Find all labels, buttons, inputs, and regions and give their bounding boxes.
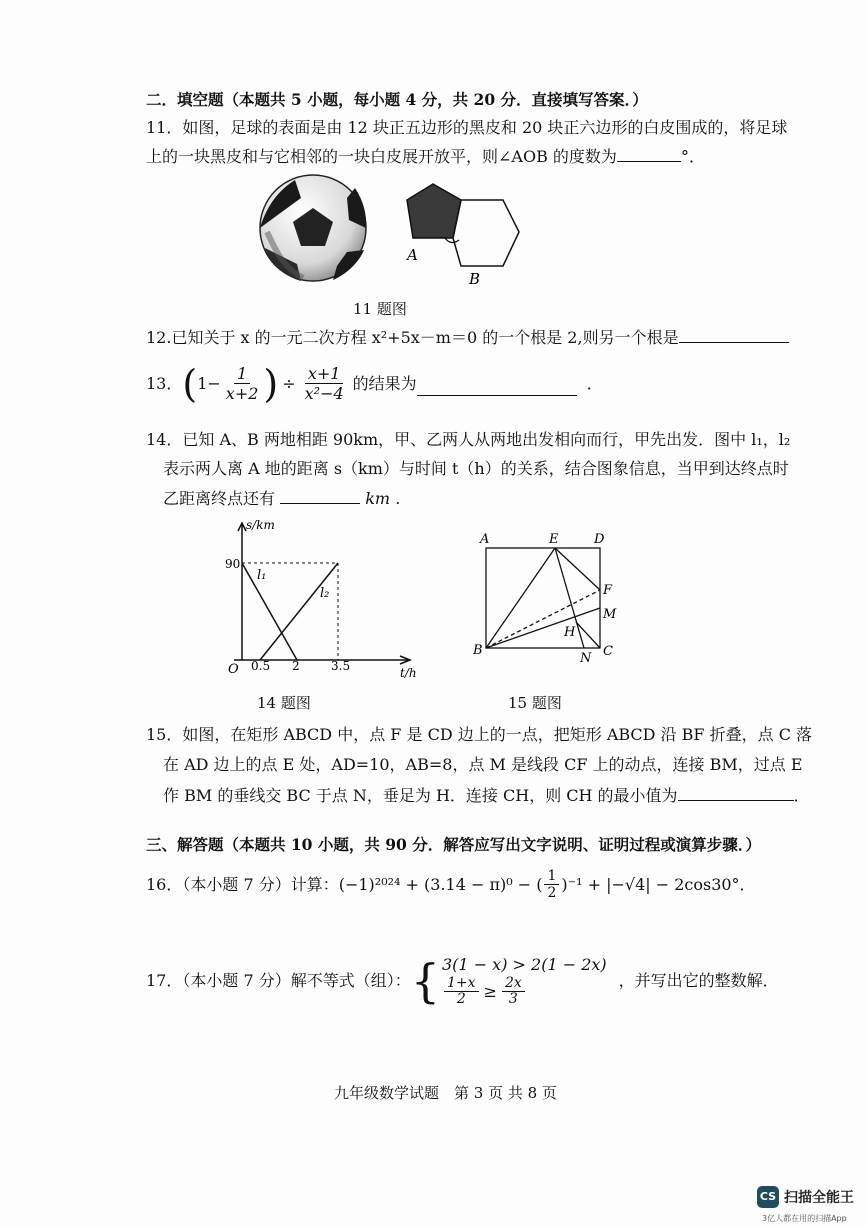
q14-line3 (163, 489, 411, 509)
scanner-app-name: 扫描全能王 (784, 1190, 854, 1206)
q11-answer-blank (617, 147, 681, 162)
q11-line2 (146, 147, 705, 167)
q11-line2-end: °． (680, 147, 705, 166)
q13-frac1-den: x+2 (225, 384, 259, 403)
q14-caption: 14 题图 (257, 694, 311, 712)
q15-label-n: N (580, 651, 592, 666)
q15-rectangle (486, 548, 600, 648)
q13-fraction-2 (302, 364, 347, 403)
q17 (146, 954, 779, 1007)
q14-answer-blank (280, 489, 360, 504)
q14-y-tick-90: 90 (225, 557, 241, 571)
q13-frac2-num: x+1 (305, 364, 344, 384)
q13-end: ． (586, 373, 603, 393)
q14-x-tick-1: 2 (292, 659, 300, 673)
q14-l2-label: l₂ (320, 586, 330, 601)
q15-label-f: F (603, 583, 613, 598)
q14-line-l1 (242, 563, 297, 660)
q13-fraction-1 (223, 364, 262, 403)
q17-frac-b (502, 976, 525, 1007)
q14-line-l2 (260, 563, 338, 660)
q13-left-paren: ( (182, 361, 198, 406)
q14-line2: 表示两人离 A 地的距离 s（km）与时间 t（h）的关系，结合图象信息，当甲到达终点时 (163, 459, 789, 478)
q15-line2: 在 AD 边上的点 E 处，AD=10，AB=8，点 M 是线段 CF 上的动点，连接 BM，过点 E (163, 755, 803, 774)
q16-fraction (544, 868, 559, 901)
q15-label-m: M (603, 607, 617, 622)
scanner-logo-icon: CS (757, 1186, 779, 1208)
q14-y-label: s/km (246, 518, 275, 532)
q17-ineq2 (442, 976, 607, 1007)
q11-label-a: A (407, 246, 418, 264)
q13 (146, 361, 603, 406)
scanner-tagline: 3亿人都在用的扫描App (762, 1214, 847, 1223)
q15-line1: 15．如图，在矩形 ABCD 中，点 F 是 CD 边上的一点，把矩形 ABCD 沿 BF 折叠，点 C 落 (146, 725, 813, 744)
q17-frac-b-num: 2x (502, 976, 525, 992)
q17-frac-a-den: 2 (456, 991, 466, 1007)
q13-num: 13． (146, 373, 183, 393)
q12-text: 12.已知关于 x 的一元二次方程 x²+5x－m＝0 的一个根是 2,则另一个根是 (146, 328, 679, 347)
q12 (146, 328, 789, 348)
q14-x-tick-0: 0.5 (251, 659, 271, 673)
q16-frac-den: 2 (547, 885, 557, 901)
q16-text2: )⁻¹ + |−√4| − 2cos30°． (561, 874, 756, 894)
q13-div: ÷ (282, 373, 296, 393)
q17-prefix: 17．（本小题 7 分）解不等式（组）： (146, 970, 411, 990)
q14-line3-text: 乙距离终点还有 (163, 489, 276, 508)
q13-one-minus: 1− (197, 373, 221, 393)
q17-suffix: ，并写出它的整数解． (618, 970, 779, 990)
q16-text: 16．（本小题 7 分）计算：(−1)²⁰²⁴ + (3.14 − π)⁰ − ( (146, 874, 543, 894)
q15-figure (468, 530, 628, 670)
q15-line3-text: 作 BM 的垂线交 BC 于点 N，垂足为 H．连接 CH，则 CH 的最小值为 (163, 786, 678, 805)
q11-line2-text: 上的一块黑皮和与它相邻的一块白皮展开放平，则∠AOB 的度数为 (146, 147, 617, 166)
q13-frac1-num: 1 (234, 364, 250, 384)
q13-tail: 的结果为 (352, 373, 417, 393)
q15-label-b: B (473, 643, 483, 658)
q17-system (442, 954, 607, 1007)
q14-l1-label: l₁ (257, 568, 267, 583)
q15-line3 (163, 786, 810, 806)
section-2-heading: 二．填空题（本题共 5 小题，每小题 4 分，共 20 分．直接填写答案．） (146, 90, 648, 109)
q15-label-c: C (603, 644, 613, 659)
unfolded-net (405, 184, 519, 288)
q13-frac2-den: x²−4 (304, 384, 344, 403)
q17-frac-a (444, 976, 479, 1007)
q14-x-tick-2: 3.5 (331, 659, 351, 673)
q11-caption: 11 题图 (353, 300, 407, 318)
soccer-ball (260, 175, 366, 281)
q14-x-label: t/h (400, 666, 417, 680)
q15-seg-bf (486, 590, 600, 648)
page-footer: 九年级数学试题 第 3 页 共 8 页 (334, 1084, 557, 1102)
section-3-heading: 三、解答题（本题共 10 小题，共 90 分．解答应写出文字说明、证明过程或演算步骤．） (146, 835, 761, 854)
q13-answer-blank (417, 381, 577, 396)
q17-geq: ≥ (483, 981, 497, 1001)
q14-line1: 14．已知 A、B 两地相距 90km，甲、乙两人从两地出发相向而行，甲先出发．图中 l₁，l₂ (146, 430, 791, 449)
q12-answer-blank (679, 328, 789, 343)
q15-label-e: E (549, 532, 559, 547)
q15-label-a: A (480, 532, 490, 547)
q17-frac-a-num: 1+x (444, 976, 479, 992)
q15-line3-end: ． (793, 786, 810, 805)
q14-origin: O (228, 662, 239, 677)
q11-line1: 11．如图，足球的表面是由 12 块正五边形的黑皮和 20 块正六边形的白皮围成的，将足球 (146, 118, 788, 137)
q16-frac-num: 1 (544, 868, 559, 885)
q15-label-d: D (594, 532, 605, 547)
q14-graph (220, 515, 420, 685)
q11-figure (255, 170, 535, 290)
q16 (146, 868, 756, 901)
q17-frac-b-den: 3 (508, 991, 518, 1007)
q11-label-b: B (469, 270, 481, 288)
q15-label-h: H (564, 625, 576, 640)
q15-caption: 15 题图 (508, 694, 562, 712)
scanner-watermark (757, 1186, 854, 1208)
q17-brace: { (410, 953, 440, 1008)
q14-unit: km ． (365, 489, 412, 508)
q15-answer-blank (678, 786, 794, 801)
q15-seg-be (486, 548, 555, 648)
q17-ineq1: 3(1 − x) > 2(1 − 2x) (442, 955, 607, 974)
q13-right-paren: ) (263, 361, 279, 406)
